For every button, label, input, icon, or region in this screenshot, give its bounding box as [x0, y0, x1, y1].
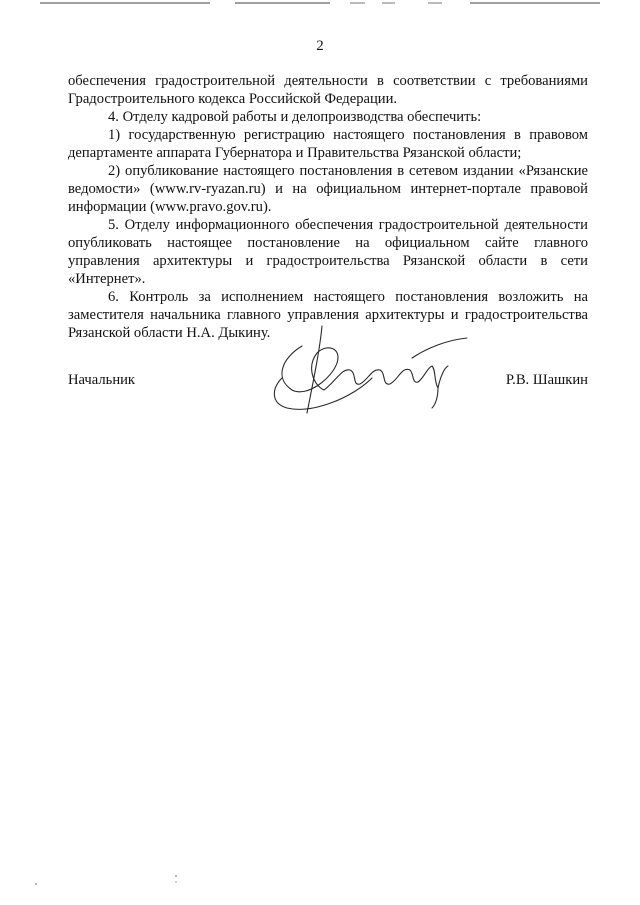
signatory-title: Начальник [68, 372, 136, 388]
paragraph-continuation: обеспечения градостроительной деятельности в соответствии с требованиями Градостроительного кодекса Российской Федерации. [68, 73, 588, 107]
signatory-name: Р.В. Шашкин [505, 372, 588, 388]
paragraph-item-6: 6. Контроль за исполнением настоящего постановления возложить на заместителя начальника главного управления архитектуры и градостроительства Рязанской области Н.А. Дыкину. [68, 289, 588, 341]
paragraph-subitem-2: 2) опубликование настоящего постановления в сетевом издании «Рязанские ведомости» (www.rv-ryazan.ru) и на официальном интернет-портале правовой информации (www.pravo.gov.ru). [68, 163, 588, 215]
paragraph-item-5: 5. Отделу информационного обеспечения градостроительной деятельности опубликовать настоящее постановление на официальном сайте главного управления архитектуры и градостроительства Рязанской области в сети «Интернет». [68, 217, 588, 287]
page-number: 2 [316, 38, 324, 54]
document-body [68, 72, 588, 342]
handwritten-signature [262, 318, 472, 428]
paragraph-subitem-1: 1) государственную регистрацию настоящего постановления в правовом департаменте аппарата Губернатора и Правительства Рязанской области; [68, 127, 588, 161]
scan-edge-marks [0, 0, 640, 12]
scan-speck-marks [0, 860, 640, 900]
paragraph-item-4: 4. Отделу кадровой работы и делопроизводства обеспечить: [108, 109, 482, 125]
